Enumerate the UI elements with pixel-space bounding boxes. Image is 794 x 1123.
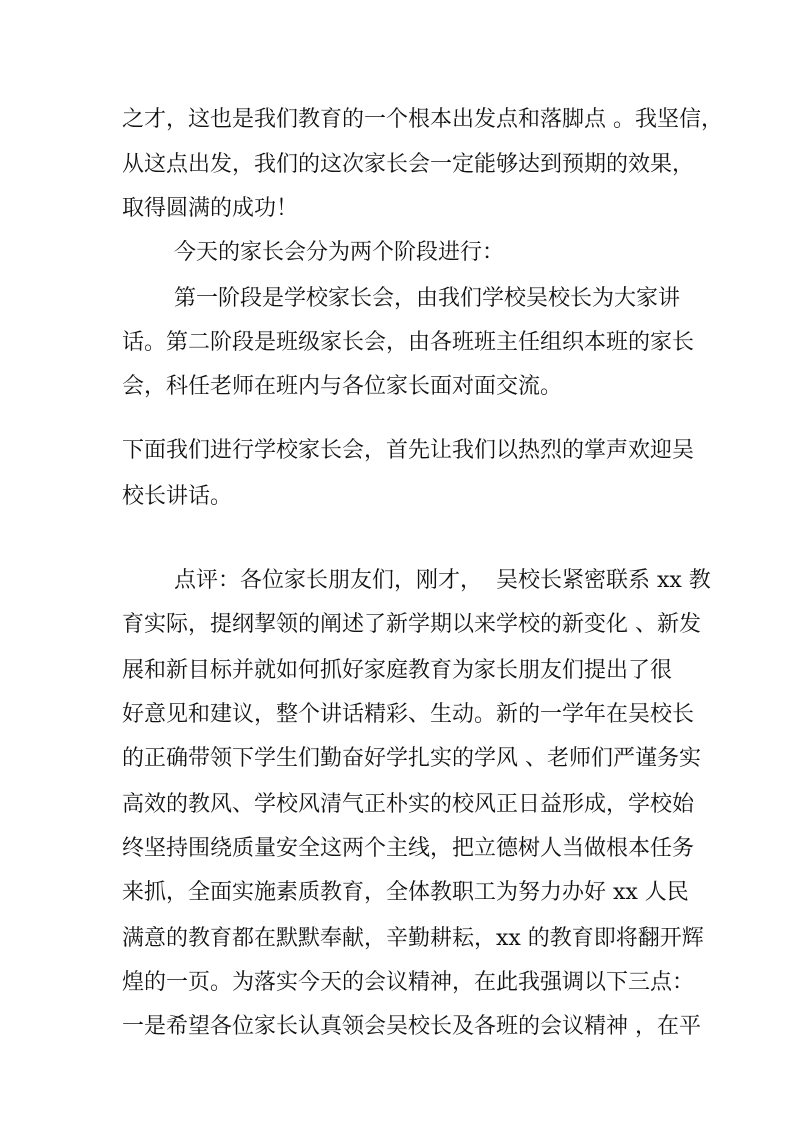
text-line: 煌的一页。为落实今天的会议精神，在此我强调以下三点： xyxy=(122,970,695,995)
text-line: 取得圆满的成功！ xyxy=(122,196,299,221)
text-line: 点评：各位家长朋友们，刚才， 吴校长紧密联系 xx 教 xyxy=(174,568,711,593)
text-line: 今天的家长会分为两个阶段进行： xyxy=(174,240,505,265)
text-line: 展和新目标并就如何抓好家庭教育为家长朋友们提出了很 xyxy=(122,658,673,683)
text-line: 一是希望各位家长认真领会吴校长及各班的会议精神 ，在平 xyxy=(122,1014,701,1039)
text-line: 育实际，提纲挈领的阐述了新学期以来学校的新变化 、新发 xyxy=(122,612,701,637)
text-line: 高效的教风、学校风清气正朴实的校风正日益形成，学校始 xyxy=(122,792,695,817)
text-line: 来抓，全面实施素质教育，全体教职工为努力办好 xx 人民 xyxy=(122,880,689,905)
text-line: 从这点出发，我们的这次家长会一定能够达到预期的效果， xyxy=(122,152,695,177)
text-line: 校长讲话。 xyxy=(122,484,233,509)
text-line: 好意见和建议，整个讲话精彩、生动。新的一学年在吴校长 xyxy=(122,702,695,727)
text-line: 的正确带领下学生们勤奋好学扎实的学风 、老师们严谨务实 xyxy=(122,746,701,771)
text-line: 话。第二阶段是班级家长会，由各班班主任组织本班的家长 xyxy=(122,330,695,355)
text-line: 之才，这也是我们教育的一个根本出发点和落脚点 。我坚信， xyxy=(122,107,723,132)
text-line: 终坚持围绕质量安全这两个主线，把立德树人当做根本任务 xyxy=(122,836,695,861)
text-line: 会，科任老师在班内与各位家长面对面交流。 xyxy=(122,374,563,399)
text-line: 下面我们进行学校家长会，首先让我们以热烈的掌声欢迎吴 xyxy=(122,438,695,463)
text-line: 满意的教育都在默默奉献，辛勤耕耘，xx 的教育即将翻开辉 xyxy=(122,926,704,951)
text-line: 第一阶段是学校家长会，由我们学校吴校长为大家讲 xyxy=(174,286,681,311)
